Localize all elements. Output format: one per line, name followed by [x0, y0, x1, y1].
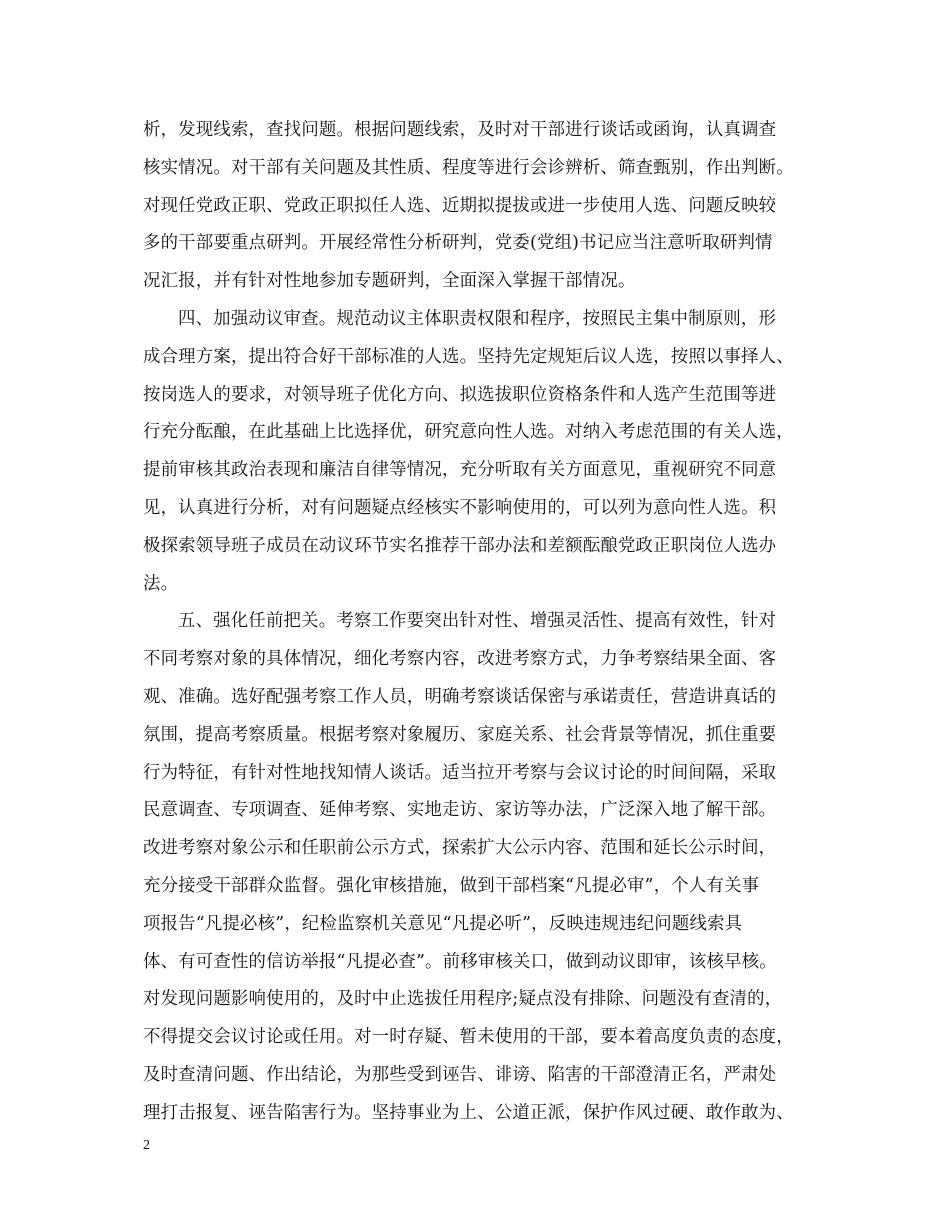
text-line: 按岗选人的要求，对领导班子优化方向、拟选拔职位资格条件和人选产生范围等进 [143, 384, 777, 405]
text-line: 核实情况。对干部有关问题及其性质、程度等进行会诊辨析、筛查甄别，作出判断。 [143, 157, 794, 178]
text-line: 见，认真进行分析，对有问题疑点经核实不影响使用的，可以列为意向性人选。积 [143, 497, 777, 518]
text-line: 理打击报复、诬告陷害行为。坚持事业为上、公道正派，保护作风过硬、敢作敢为、 [143, 1102, 794, 1123]
page-number: 2 [143, 1138, 150, 1153]
body-text [143, 112, 823, 1133]
text-line: 氛围，提高考察质量。根据考察对象履历、家庭关系、社会背景等情况，抓住重要 [143, 724, 777, 745]
text-line: 改进考察对象公示和任职前公示方式，探索扩大公示内容、范围和延长公示时间， [143, 838, 777, 859]
text-line: 成合理方案，提出符合好干部标准的人选。坚持先定规矩后议人选，按照以事择人、 [143, 346, 794, 367]
text-line: 及时查清问题、作出结论，为那些受到诬告、诽谤、陷害的干部澄清正名，严肃处 [143, 1064, 777, 1085]
text-line: 观、准确。选好配强考察工作人员，明确考察谈话保密与承诺责任，营造讲真话的 [143, 686, 777, 707]
text-line: 对现任党政正职、党政正职拟任人选、近期拟提拔或进一步使用人选、问题反映较 [143, 195, 777, 216]
text-line: 行充分酝酿，在此基础上比选择优，研究意向性人选。对纳入考虑范围的有关人选， [143, 422, 794, 443]
text-line: 项报告“凡提必核”，纪检监察机关意见“凡提必听”，反映违规违纪问题线索具 [143, 913, 743, 934]
text-line: 极探索领导班子成员在动议环节实名推荐干部办法和差额酝酿党政正职岗位人选办 [143, 535, 777, 556]
text-line: 法。 [143, 573, 179, 594]
text-line: 民意调查、专项调查、延伸考察、实地走访、家访等办法，广泛深入地了解干部。 [143, 800, 777, 821]
text-line: 体、有可查性的信访举报“凡提必查”。前移审核关口，做到动议即审，该核早核。 [143, 951, 777, 972]
text-line: 行为特征，有针对性地找知情人谈话。适当拉开考察与会议讨论的时间间隔，采取 [143, 762, 777, 783]
text-line: 对发现问题影响使用的，及时中止选拔任用程序;疑点没有排除、问题没有查清的， [143, 989, 783, 1010]
text-line: 提前审核其政治表现和廉洁自律等情况，充分听取有关方面意见，重视研究不同意 [143, 460, 777, 481]
text-line: 析，发现线索，查找问题。根据问题线索，及时对干部进行谈话或函询，认真调查 [143, 120, 777, 140]
text-line: 五、强化任前把关。考察工作要突出针对性、增强灵活性、提高有效性，针对 [178, 611, 777, 632]
text-line: 充分接受干部群众监督。强化审核措施，做到干部档案“凡提必审”，个人有关事 [143, 875, 760, 896]
text-line: 四、加强动议审查。规范动议主体职责权限和程序，按照民主集中制原则，形 [178, 308, 777, 329]
text-line: 多的干部要重点研判。开展经常性分析研判，党委(党组)书记应当注意听取研判情 [143, 233, 773, 254]
text-line: 不得提交会议讨论或任用。对一时存疑、暂未使用的干部，要本着高度负责的态度， [143, 1027, 794, 1048]
text-line: 不同考察对象的具体情况，细化考察内容，改进考察方式，力争考察结果全面、客 [143, 649, 777, 670]
text-line: 况汇报，并有针对性地参加专题研判，全面深入掌握干部情况。 [143, 271, 636, 292]
